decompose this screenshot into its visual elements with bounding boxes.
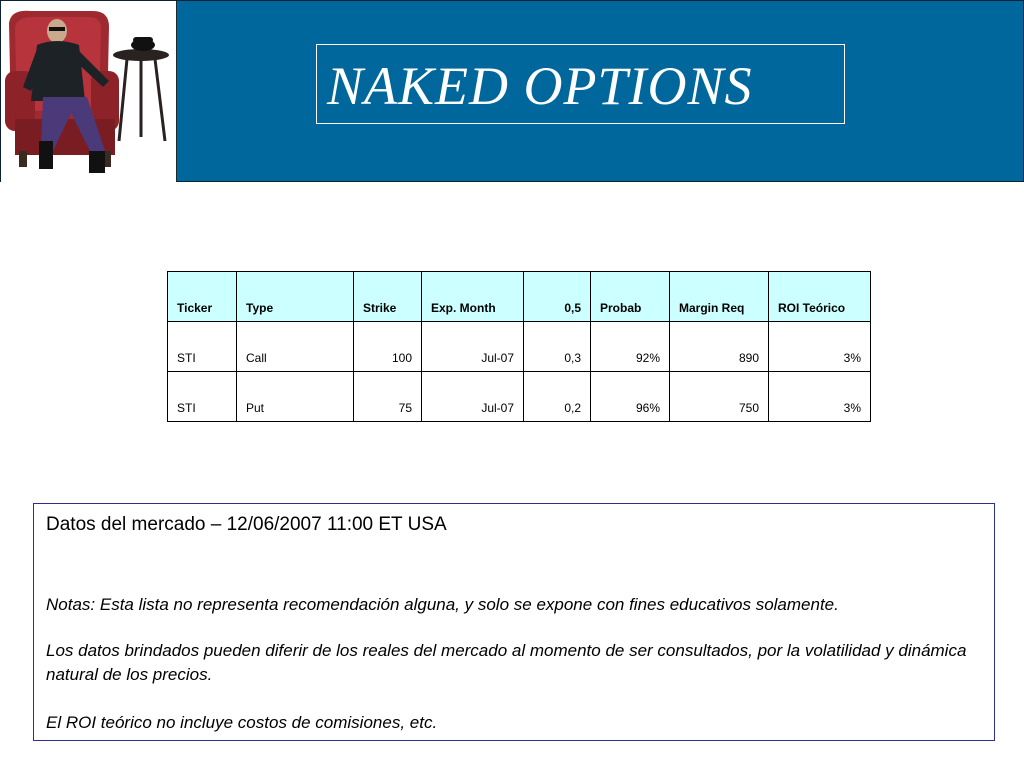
note-roi: El ROI teórico no incluye costos de comisiones, etc. bbox=[46, 713, 438, 732]
table-cell: 100 bbox=[354, 322, 422, 372]
table-cell: Call bbox=[237, 322, 354, 372]
table-row bbox=[168, 372, 871, 422]
table-cell: 96% bbox=[591, 372, 670, 422]
column-header: ROI Teórico bbox=[769, 272, 871, 322]
column-header: Exp. Month bbox=[422, 272, 524, 322]
table-cell: 3% bbox=[769, 372, 871, 422]
column-header: Probab bbox=[591, 272, 670, 322]
table-cell: STI bbox=[168, 372, 237, 422]
table-cell: 890 bbox=[670, 322, 769, 372]
table-cell: 3% bbox=[769, 322, 871, 372]
table-cell: 92% bbox=[591, 322, 670, 372]
column-header: Ticker bbox=[168, 272, 237, 322]
options-table bbox=[167, 271, 871, 422]
column-header: Type bbox=[237, 272, 354, 322]
market-data-heading: Datos del mercado – 12/06/2007 11:00 ET USA bbox=[46, 514, 447, 535]
page-title: NAKED OPTIONS bbox=[327, 56, 753, 116]
armchair-figure-image bbox=[1, 1, 177, 182]
column-header: Margin Req bbox=[670, 272, 769, 322]
table-cell: Put bbox=[237, 372, 354, 422]
title-box bbox=[316, 44, 845, 124]
column-header: Strike bbox=[354, 272, 422, 322]
table-cell: STI bbox=[168, 322, 237, 372]
notes-box bbox=[33, 503, 995, 741]
table-cell: 75 bbox=[354, 372, 422, 422]
header-banner bbox=[0, 0, 1024, 182]
table-cell: 750 bbox=[670, 372, 769, 422]
note-disclaimer: Notas: Esta lista no representa recomendación alguna, y solo se expone con fines educativos solamente. bbox=[46, 595, 839, 614]
table-cell: Jul-07 bbox=[422, 322, 524, 372]
table-cell: 0,2 bbox=[524, 372, 591, 422]
table-header-row bbox=[168, 272, 871, 322]
table-cell: Jul-07 bbox=[422, 372, 524, 422]
table-row bbox=[168, 322, 871, 372]
note-data-variance: Los datos brindados pueden diferir de los reales del mercado al momento de ser consultados, por la volatilidad y dinámica natural de los precios. bbox=[46, 641, 967, 684]
table-cell: 0,3 bbox=[524, 322, 591, 372]
column-header: 0,5 bbox=[524, 272, 591, 322]
